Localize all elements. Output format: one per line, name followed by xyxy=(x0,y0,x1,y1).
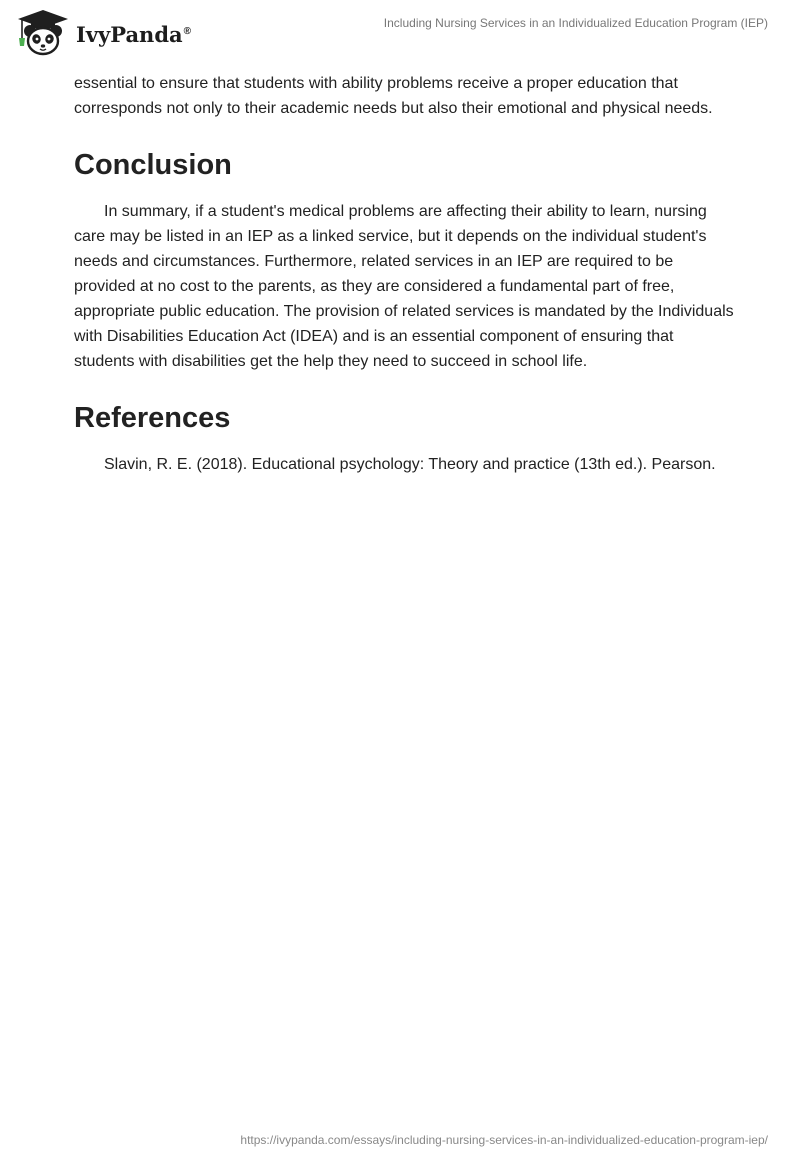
references-heading: References xyxy=(74,402,231,434)
reference-entry: Slavin, R. E. (2018). Educational psychology: Theory and practice (13th ed.). Pearson. xyxy=(104,456,716,473)
intro-paragraph: essential to ensure that students with ability problems receive a proper education that corresponds not only to their academic needs but also their emotional and physical needs. xyxy=(74,75,713,117)
panda-graduate-icon xyxy=(14,8,72,58)
registered-mark: ® xyxy=(183,25,191,37)
document-body xyxy=(74,71,734,477)
logo-wordmark: IvyPanda® xyxy=(76,21,191,47)
source-url[interactable]: https://ivypanda.com/essays/including-nursing-services-in-an-individualized-education-program-iep/ xyxy=(240,1133,768,1147)
ivypanda-logo[interactable] xyxy=(14,8,191,58)
document-title: Including Nursing Services in an Individualized Education Program (IEP) xyxy=(383,16,768,30)
conclusion-heading: Conclusion xyxy=(74,149,232,181)
page-header xyxy=(0,0,800,60)
conclusion-paragraph: In summary, if a student's medical problems are affecting their ability to learn, nursing care may be listed in an IEP as a linked service, but it depends on the individual student's needs and circumstances. Furthermore, related services in an IEP are required to be provided at no cost to the parents, as they are considered a fundamental part of free, appropriate public education. The provision of related services is mandated by the Individuals with Disabilities Education Act (IDEA) and is an essential component of ensuring that students with disabilities get the help they need to succeed in school life. xyxy=(74,203,734,370)
